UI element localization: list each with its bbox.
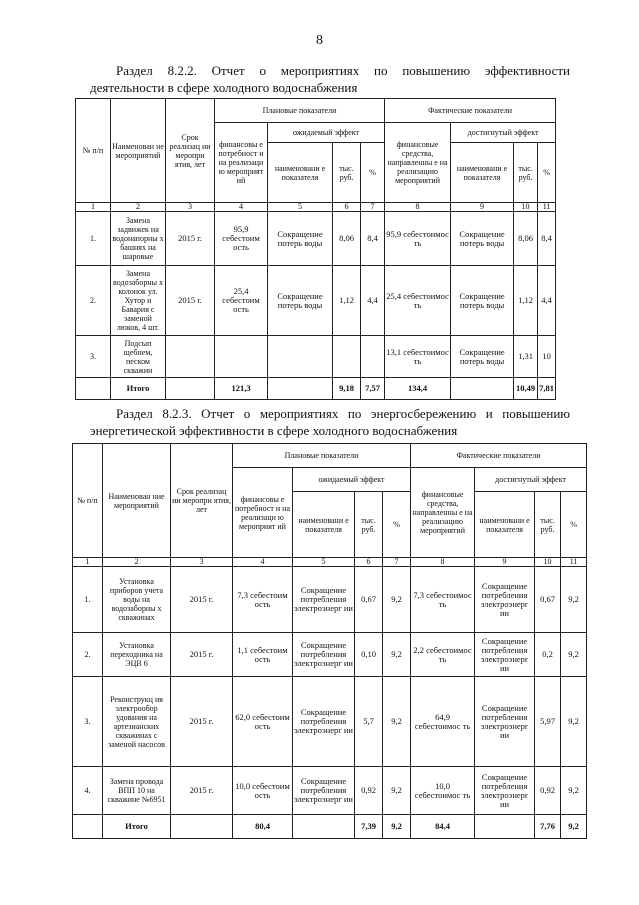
total-row [73, 815, 587, 839]
row-name: Установка приборов учета воды на водозаборны х скважинах [103, 567, 171, 633]
row-plan-eff-val: 0,92 [355, 767, 383, 815]
row-fact-eff-pct: 9,2 [561, 567, 587, 633]
index-cell: 8 [385, 203, 451, 212]
row-num: 1. [73, 567, 103, 633]
index-cell: 1 [76, 203, 111, 212]
row-fact-eff-pct: 9,2 [561, 677, 587, 767]
total-fact-eff-val: 10,49 [514, 378, 538, 400]
row-plan-fin: 1,1 себестоим ость [233, 633, 293, 677]
total-plan-fin: 80,4 [233, 815, 293, 839]
total-fact-eff-val: 7,76 [535, 815, 561, 839]
row-term: 2015 г. [166, 212, 215, 266]
total-label: Итого [111, 378, 166, 400]
row-fact-eff-name: Сокращение потерь воды [451, 266, 514, 336]
header-fact-eff-name: наименовани е показателя [475, 492, 535, 558]
row-fact-eff-name: Сокращение потребления электроэнерг ии [475, 677, 535, 767]
index-cell: 9 [451, 203, 514, 212]
header-term: Срок реализац ии меропри ятия, лет [166, 99, 215, 203]
row-num: 3. [76, 336, 111, 378]
header-term: Срок реализац ии меропри ятия, лет [171, 444, 233, 558]
row-plan-eff-pct: 4,4 [361, 266, 385, 336]
row-term: 2015 г. [171, 767, 233, 815]
page-number: 8 [316, 33, 323, 48]
table-row [76, 336, 556, 378]
row-plan-eff-name [268, 336, 333, 378]
row-plan-fin: 7,3 себестоим ость [233, 567, 293, 633]
header-fact-effect: достигнутый эффект [475, 468, 587, 492]
row-num: 2. [76, 266, 111, 336]
row-fact-eff-val: 0,2 [535, 633, 561, 677]
total-fact-eff-pct: 9,2 [561, 815, 587, 839]
row-term: 2015 г. [166, 266, 215, 336]
table-row [73, 767, 587, 815]
header-fact-eff-pct: % [561, 492, 587, 558]
index-cell: 4 [233, 558, 293, 567]
row-fact-fin: 95,9 себестоимос ть [385, 212, 451, 266]
row-plan-eff-val: 0,67 [355, 567, 383, 633]
row-fact-eff-name: Сокращение потребления электроэнерг ии [475, 567, 535, 633]
section-heading-line2: энергетической эффективности в сфере холодного водоснабжения [90, 423, 458, 438]
row-plan-eff-val: 1,12 [333, 266, 361, 336]
table-row [76, 266, 556, 336]
row-fact-eff-pct: 4,4 [538, 266, 556, 336]
row-fact-eff-val: 5,97 [535, 677, 561, 767]
row-fact-eff-pct: 10 [538, 336, 556, 378]
row-name: Подсып щебнем, песком скважин [111, 336, 166, 378]
row-term: 2015 г. [171, 567, 233, 633]
row-plan-fin [215, 336, 268, 378]
header-fact-fin: финансовые средства, направленны е на реализацию мероприятий [411, 468, 475, 558]
row-plan-eff-pct: 9,2 [383, 677, 411, 767]
total-fact-fin: 84,4 [411, 815, 475, 839]
row-plan-eff-pct: 9,2 [383, 633, 411, 677]
row-num: 4. [73, 767, 103, 815]
row-plan-fin: 25,4 себестоим ость [215, 266, 268, 336]
index-cell: 7 [383, 558, 411, 567]
total-plan-eff-val: 9,18 [333, 378, 361, 400]
header-num: № п/п [76, 99, 111, 203]
row-plan-eff-name: Сокращение потерь воды [268, 266, 333, 336]
header-name: Наименован ние мероприятий [103, 444, 171, 558]
index-cell: 2 [111, 203, 166, 212]
section-heading-line1: Раздел 8.2.2. Отчет о мероприятиях по повышению эффективности [116, 63, 570, 78]
row-plan-eff-pct [361, 336, 385, 378]
index-cell: 2 [103, 558, 171, 567]
header-plan-fin: финансовы е потребност и на реализаци ю мероприят ий [233, 468, 293, 558]
row-plan-fin: 10,0 себестоим ость [233, 767, 293, 815]
row-num: 3. [73, 677, 103, 767]
row-term [166, 336, 215, 378]
header-plan-group: Плановые показатели [215, 99, 385, 123]
header-plan-eff-pct: % [383, 492, 411, 558]
header-plan-eff-val: тыс. руб. [333, 143, 361, 203]
index-cell: 4 [215, 203, 268, 212]
header-fact-eff-name: наименовани е показателя [451, 143, 514, 203]
row-fact-fin: 10,0 себестоимос ть [411, 767, 475, 815]
table-row [73, 633, 587, 677]
index-row [76, 203, 556, 212]
index-row [73, 558, 587, 567]
row-fact-eff-val: 0,92 [535, 767, 561, 815]
table-row [73, 567, 587, 633]
row-name: Замена провода ВПП 10 на скважине №6951 [103, 767, 171, 815]
index-cell: 6 [355, 558, 383, 567]
table-row [73, 677, 587, 767]
index-cell: 5 [293, 558, 355, 567]
total-label: Итого [103, 815, 171, 839]
index-cell: 9 [475, 558, 535, 567]
row-name: Замена задвижек на водонапорны х башнях на шаровые [111, 212, 166, 266]
index-cell: 3 [171, 558, 233, 567]
row-name: Замена водозаборны х колонок ул. Хутор и Бавария с заменой люков, 4 шт. [111, 266, 166, 336]
row-plan-eff-name: Сокращение потребления электроэнерг ии [293, 633, 355, 677]
header-plan-eff-name: наименовани е показателя [293, 492, 355, 558]
row-fact-eff-name: Сокращение потребления электроэнерг ии [475, 633, 535, 677]
row-plan-eff-name: Сокращение потребления электроэнерг ии [293, 677, 355, 767]
index-cell: 11 [538, 203, 556, 212]
row-fact-fin: 64,9 себестоимос ть [411, 677, 475, 767]
header-plan-eff-pct: % [361, 143, 385, 203]
row-plan-eff-name: Сокращение потребления электроэнерг ии [293, 767, 355, 815]
header-num: № п/п [73, 444, 103, 558]
row-num: 2. [73, 633, 103, 677]
table-row [76, 212, 556, 266]
row-fact-fin: 25,4 себестоимос ть [385, 266, 451, 336]
row-fact-fin: 13,1 себестоимос ть [385, 336, 451, 378]
row-fact-eff-val: 1,12 [514, 266, 538, 336]
header-fact-group: Фактические показатели [411, 444, 587, 468]
row-term: 2015 г. [171, 677, 233, 767]
section-heading-823 [90, 405, 570, 439]
header-plan-eff-val: тыс. руб. [355, 492, 383, 558]
row-fact-eff-val: 1,31 [514, 336, 538, 378]
section-heading-line2: деятельности в сфере холодного водоснабжения [90, 80, 358, 95]
index-cell: 6 [333, 203, 361, 212]
total-plan-fin: 121,3 [215, 378, 268, 400]
row-plan-eff-pct: 9,2 [383, 567, 411, 633]
row-plan-eff-val [333, 336, 361, 378]
total-plan-eff-pct: 7,57 [361, 378, 385, 400]
row-plan-eff-name: Сокращение потребления электроэнерг ии [293, 567, 355, 633]
index-cell: 7 [361, 203, 385, 212]
header-name: Наименован не мероприятий [111, 99, 166, 203]
row-name: Реконструкц ия электрообор удования на артезианских скважинах с заменой насосов [103, 677, 171, 767]
row-fact-eff-val: 8,06 [514, 212, 538, 266]
measures-table-822 [75, 98, 556, 400]
header-plan-eff-name: наименовани е показателя [268, 143, 333, 203]
row-term: 2015 г. [171, 633, 233, 677]
index-cell: 8 [411, 558, 475, 567]
index-cell: 10 [535, 558, 561, 567]
header-plan-group: Плановые показатели [233, 444, 411, 468]
total-plan-eff-val: 7,39 [355, 815, 383, 839]
total-fact-fin: 134,4 [385, 378, 451, 400]
header-plan-effect: ожидаемый эффект [268, 123, 385, 143]
header-fact-effect: достигнутый эффект [451, 123, 556, 143]
row-plan-eff-val: 8,06 [333, 212, 361, 266]
row-name: Установка переходника на ЭЦВ 6 [103, 633, 171, 677]
row-plan-eff-pct: 9,2 [383, 767, 411, 815]
section-heading-line1: Раздел 8.2.3. Отчет о мероприятиях по энергосбережению и повышению [116, 406, 570, 421]
index-cell: 3 [166, 203, 215, 212]
measures-table-823 [72, 443, 587, 839]
row-fact-eff-pct: 9,2 [561, 767, 587, 815]
row-fact-eff-pct: 8,4 [538, 212, 556, 266]
header-plan-fin: финансовы е потребност и на реализаци ю мероприят ий [215, 123, 268, 203]
row-fact-fin: 7,3 себестоимос ть [411, 567, 475, 633]
row-fact-eff-pct: 9,2 [561, 633, 587, 677]
header-plan-effect: ожидаемый эффект [293, 468, 411, 492]
row-plan-fin: 62,0 себестоим ость [233, 677, 293, 767]
row-fact-eff-name: Сокращение потребления электроэнерг ии [475, 767, 535, 815]
header-fact-group: Фактические показатели [385, 99, 556, 123]
index-cell: 1 [73, 558, 103, 567]
header-fact-fin: финансовые средства, направленны е на реализацию мероприятий [385, 123, 451, 203]
row-plan-eff-val: 5,7 [355, 677, 383, 767]
total-fact-eff-pct: 7,81 [538, 378, 556, 400]
index-cell: 5 [268, 203, 333, 212]
row-plan-fin: 95,9 себестоим ость [215, 212, 268, 266]
row-num: 1. [76, 212, 111, 266]
header-fact-eff-pct: % [538, 143, 556, 203]
row-plan-eff-val: 0,10 [355, 633, 383, 677]
row-fact-eff-name: Сокращение потерь воды [451, 336, 514, 378]
row-fact-fin: 2,2 себестоимос ть [411, 633, 475, 677]
row-fact-eff-name: Сокращение потерь воды [451, 212, 514, 266]
total-plan-eff-pct: 9,2 [383, 815, 411, 839]
total-row [76, 378, 556, 400]
index-cell: 10 [514, 203, 538, 212]
header-fact-eff-val: тыс. руб. [514, 143, 538, 203]
row-fact-eff-val: 0,67 [535, 567, 561, 633]
row-plan-eff-name: Сокращение потерь воды [268, 212, 333, 266]
row-plan-eff-pct: 8,4 [361, 212, 385, 266]
section-heading-822 [90, 62, 570, 96]
header-fact-eff-val: тыс. руб. [535, 492, 561, 558]
index-cell: 11 [561, 558, 587, 567]
